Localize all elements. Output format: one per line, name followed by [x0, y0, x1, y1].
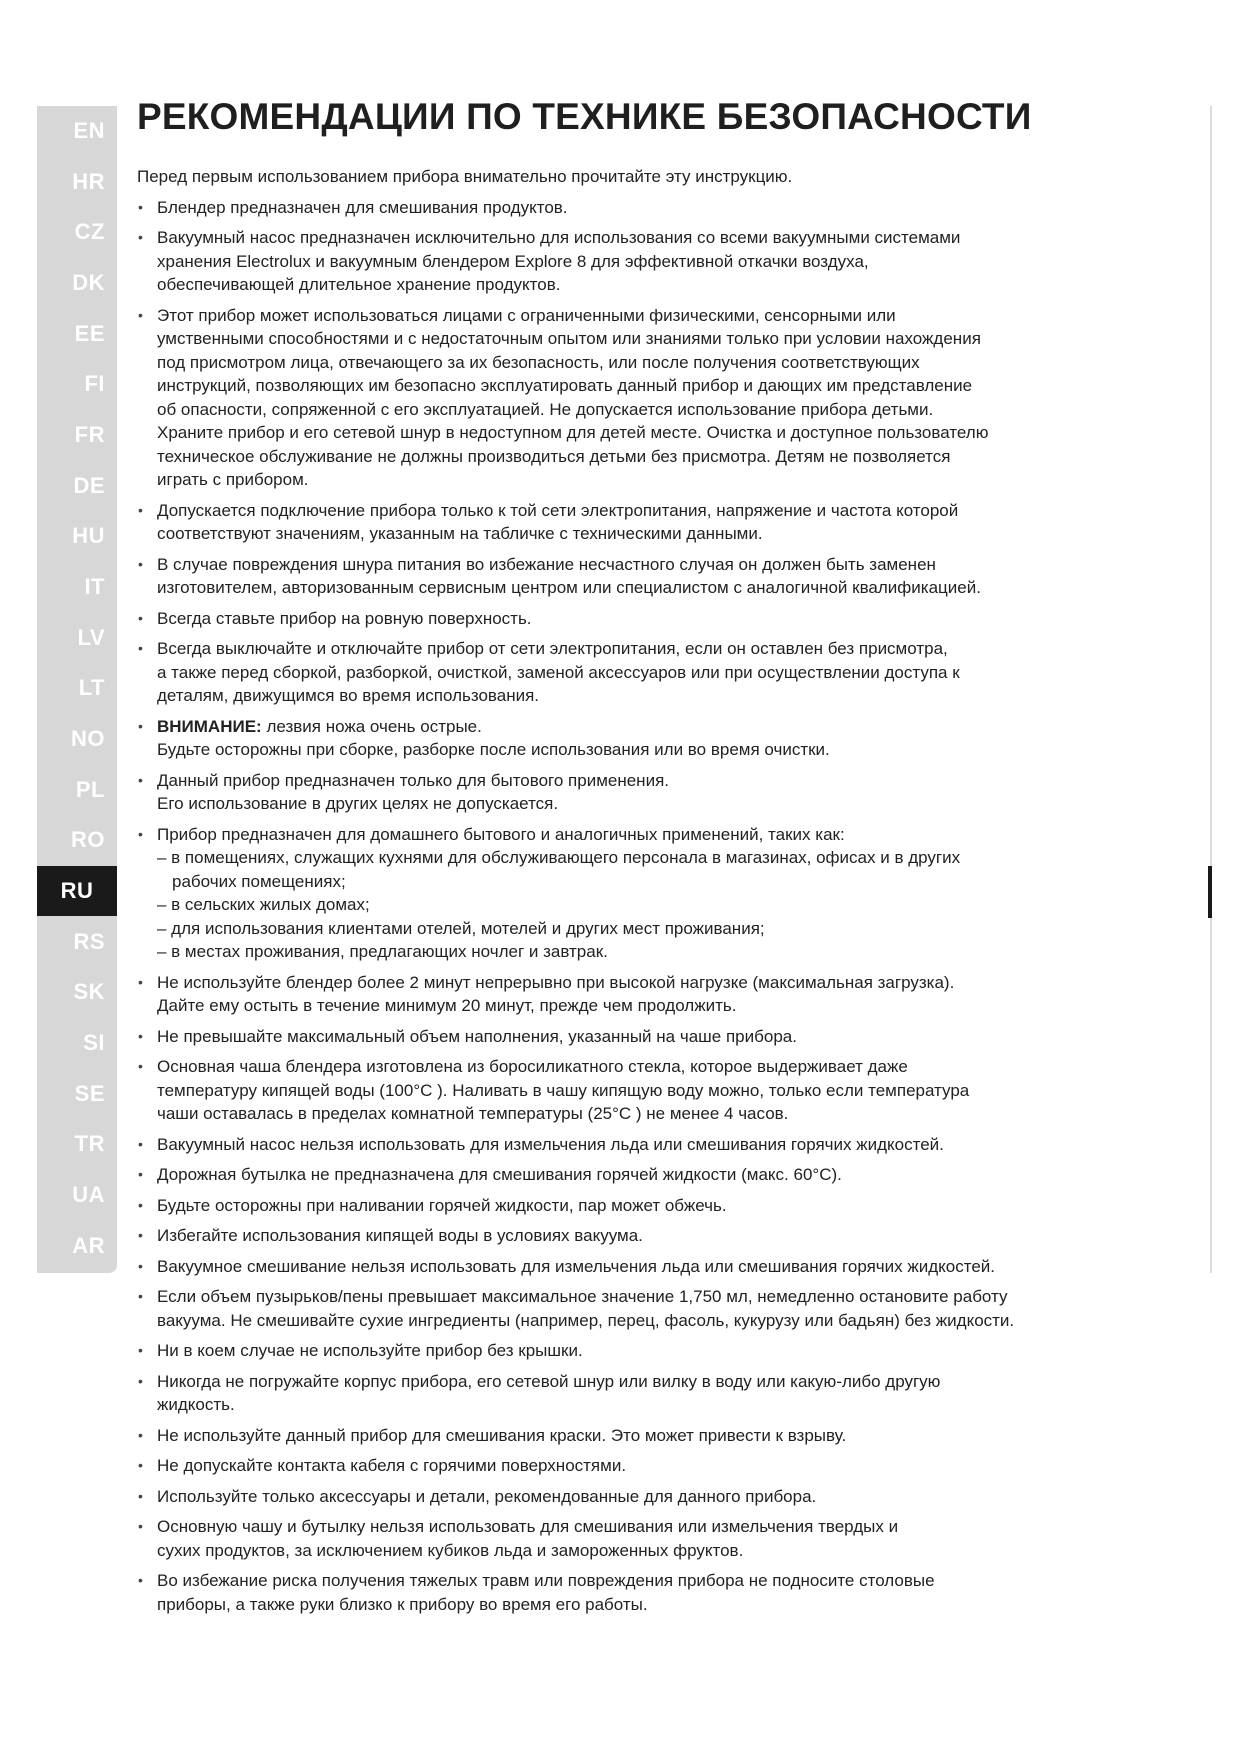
- lang-tab-ar[interactable]: AR: [72, 1233, 105, 1258]
- sub-item: – в сельских жилых домах;: [157, 895, 370, 914]
- lang-tab-si[interactable]: SI: [83, 1030, 105, 1055]
- page-title: РЕКОМЕНДАЦИИ ПО ТЕХНИКЕ БЕЗОПАСНОСТИ: [137, 96, 1032, 137]
- lang-tab-dk[interactable]: DK: [72, 270, 105, 295]
- item-line: • Если объем пузырьков/пены превышает максимальное значение 1,750 мл, немедленно остановите работу: [157, 1287, 1008, 1306]
- item-line: • Будьте осторожны при наливании горячей жидкости, пар может обжечь.: [157, 1195, 727, 1215]
- item-line: • Вакуумный насос нельзя использовать для измельчения льда или смешивания горячих жидкостей.: [157, 1134, 944, 1154]
- item-line: соответствуют значениям, указанным на табличке с техническими данными.: [157, 524, 763, 543]
- lang-tab-lt[interactable]: LT: [78, 675, 105, 700]
- list-item: [137, 196, 1147, 220]
- list-item: [137, 1515, 1147, 1562]
- intro-text: Перед первым использованием прибора внимательно прочитайте эту инструкцию.: [137, 167, 793, 186]
- list-item: [137, 304, 1147, 492]
- list-item: [137, 1025, 1147, 1049]
- item-line: чаши оставалась в пределах комнатной температуры (25°C ) не менее 4 часов.: [157, 1104, 789, 1123]
- item-line: • Данный прибор предназначен только для бытового применения.: [157, 770, 669, 790]
- item-line: обеспечивающей длительное хранение продуктов.: [157, 275, 561, 294]
- item-line: • В случае повреждения шнура питания во избежание несчастного случая он должен быть заменен: [157, 554, 936, 574]
- item-line: • Ни в коем случае не используйте прибор без крышки.: [157, 1341, 583, 1360]
- list-item: [137, 1133, 1147, 1157]
- item-line: температуру кипящей воды (100°C ). Наливать в чашу кипящую воду можно, только если температура: [157, 1080, 970, 1100]
- page-edge-marker: [1208, 866, 1212, 918]
- lang-tab-no[interactable]: NO: [71, 726, 105, 751]
- item-line: инструкций, позволяющих им безопасно эксплуатировать данный прибор и дающих им представление: [157, 376, 973, 395]
- item-line: • Не используйте блендер более 2 минут непрерывно при высокой нагрузке (максимальная загрузка).: [157, 972, 955, 992]
- lang-tab-ua[interactable]: UA: [72, 1182, 105, 1207]
- item-line: Будьте осторожны при сборке, разборке после использования или во время очистки.: [157, 740, 830, 759]
- item-line: • Дорожная бутылка не предназначена для смешивания горячей жидкости (макс. 60°C).: [157, 1165, 842, 1184]
- list-item: [137, 1485, 1147, 1509]
- list-item: [137, 553, 1147, 600]
- list-item: [137, 1454, 1147, 1478]
- item-line: техническое обслуживание не должны производиться детьми без присмотра. Детям не позволяется: [157, 446, 951, 466]
- list-item: [137, 1224, 1147, 1248]
- list-item: [137, 1370, 1147, 1417]
- item-line: хранения Electrolux и вакуумным блендером Explore 8 для эффективной откачки воздуха,: [157, 251, 869, 271]
- item-line: вакуума. Не смешивайте сухие ингредиенты (например, перец, фасоль, кукурузу или бадьян) без жидкости.: [157, 1310, 1015, 1330]
- item-line: • Основная чаша блендера изготовлена из боросиликатного стекла, которое выдерживает даже: [157, 1057, 908, 1076]
- item-line: • Не используйте данный прибор для смешивания краски. Это может привести к взрыву.: [157, 1425, 847, 1445]
- list-item: [137, 1424, 1147, 1448]
- list-item: [137, 226, 1147, 297]
- list-item: [137, 1569, 1147, 1616]
- sub-item-continuation: рабочих помещениях;: [172, 871, 346, 891]
- page-edge-rule: [1210, 106, 1212, 1273]
- lang-tab-fr[interactable]: FR: [74, 422, 105, 447]
- lang-tab-it[interactable]: IT: [84, 574, 105, 599]
- item-line: • Избегайте использования кипящей воды в условиях вакуума.: [157, 1226, 643, 1245]
- item-line: Дайте ему остыть в течение минимум 20 минут, прежде чем продолжить.: [157, 996, 737, 1015]
- item-line: • Этот прибор может использоваться лицами с ограниченными физическими, сенсорными или: [157, 305, 896, 325]
- item-line: • Всегда выключайте и отключайте прибор от сети электропитания, если он оставлен без присмотра,: [157, 639, 948, 658]
- language-sidebar: [37, 106, 117, 1273]
- list-item: [137, 1163, 1147, 1187]
- lang-tab-tr[interactable]: TR: [74, 1131, 105, 1156]
- item-line: • Никогда не погружайте корпус прибора, его сетевой шнур или вилку в воду или какую-либо другую: [157, 1371, 941, 1391]
- lang-tab-sk[interactable]: SK: [73, 979, 105, 1004]
- lang-tab-cz[interactable]: CZ: [74, 219, 105, 244]
- lang-tab-rs[interactable]: RS: [73, 929, 105, 954]
- safety-list: [137, 196, 1147, 1617]
- item-line: умственными способностями и с недостаточным опытом или знаниями только при условии нахождения: [157, 329, 981, 348]
- item-line: деталям, движущимся во время использования.: [157, 686, 540, 705]
- item-line: • Вакуумный насос предназначен исключительно для использования со всеми вакуумными системами: [157, 228, 961, 247]
- item-line: Его использование в других целях не допускается.: [157, 794, 559, 813]
- item-line: сухих продуктов, за исключением кубиков льда и замороженных фруктов.: [157, 1540, 744, 1560]
- warning-text: лезвия ножа очень острые.: [261, 716, 482, 736]
- lang-tab-ro[interactable]: RO: [71, 827, 105, 852]
- lang-tab-en[interactable]: EN: [73, 118, 105, 143]
- warning-line: [157, 715, 1147, 739]
- list-item: [137, 607, 1147, 631]
- lang-tab-fi[interactable]: FI: [84, 371, 105, 396]
- lang-tab-ee[interactable]: EE: [74, 321, 105, 346]
- household-item: [137, 769, 1147, 816]
- sub-item: – в местах проживания, предлагающих ночлег и завтрак.: [157, 942, 608, 961]
- list-item: [137, 499, 1147, 546]
- sub-item: – для использования клиентами отелей, мотелей и других мест проживания;: [157, 918, 765, 938]
- list-item: [137, 971, 1147, 1018]
- item-line: • Прибор предназначен для домашнего бытового и аналогичных применений, таких как:: [157, 824, 845, 844]
- list-item: [137, 1194, 1147, 1218]
- list-item: [137, 637, 1147, 708]
- lang-tab-lv[interactable]: LV: [77, 625, 105, 650]
- sub-item: – в помещениях, служащих кухнями для обслуживающего персонала в магазинах, офисах и в других: [157, 848, 961, 867]
- lang-tab-ru[interactable]: RU: [37, 866, 117, 916]
- lang-tab-de[interactable]: DE: [73, 473, 105, 498]
- item-line: играть с прибором.: [157, 470, 309, 489]
- item-line: приборы, а также руки близко к прибору во время его работы.: [157, 1594, 648, 1614]
- warning-item: [137, 715, 1147, 762]
- list-item: [137, 1339, 1147, 1363]
- item-line: Храните прибор и его сетевой шнур в недоступном для детей месте. Очистка и доступное пользователю: [157, 423, 989, 442]
- item-line: жидкость.: [157, 1395, 235, 1414]
- item-line: • Вакуумное смешивание нельзя использовать для измельчения льда или смешивания горячих жидкостей.: [157, 1256, 996, 1276]
- item-line: • Основную чашу и бутылку нельзя использовать для смешивания или измельчения твердых и: [157, 1517, 899, 1536]
- list-item: [137, 1285, 1147, 1332]
- item-line: • Используйте только аксессуары и детали, рекомендованные для данного прибора.: [157, 1486, 817, 1506]
- lang-tab-pl[interactable]: PL: [75, 777, 105, 802]
- item-line: а также перед сборкой, разборкой, очисткой, заменой аксессуаров или при осуществлении доступа к: [157, 662, 960, 682]
- safety-content: [137, 96, 1147, 1623]
- list-item: [137, 1055, 1147, 1126]
- item-line: • Во избежание риска получения тяжелых травм или повреждения прибора не подносите столовые: [157, 1571, 935, 1590]
- item-line: • Допускается подключение прибора только к той сети электропитания, напряжение и частота которой: [157, 500, 959, 520]
- item-line: об опасности, сопряженной с его эксплуатацией. Не допускается использование прибора детьми.: [157, 399, 934, 419]
- lang-tab-hr[interactable]: HR: [72, 169, 105, 194]
- domestic-item: [137, 823, 1147, 964]
- item-line: • Блендер предназначен для смешивания продуктов.: [157, 197, 568, 217]
- item-line: изготовителем, авторизованным сервисным центром или специалистом с аналогичной квалификацией.: [157, 578, 981, 597]
- warning-label: ВНИМАНИЕ:: [157, 716, 262, 736]
- item-line: • Не превышайте максимальный объем наполнения, указанный на чаше прибора.: [157, 1026, 797, 1046]
- item-line: • Не допускайте контакта кабеля с горячими поверхностями.: [157, 1456, 627, 1475]
- item-line: под присмотром лица, отвечающего за их безопасность, или после получения соответствующих: [157, 352, 920, 372]
- item-line: • Всегда ставьте прибор на ровную поверхность.: [157, 608, 532, 628]
- lang-tab-hu[interactable]: HU: [72, 523, 105, 548]
- lang-tab-se[interactable]: SE: [74, 1081, 105, 1106]
- list-item: [137, 1255, 1147, 1279]
